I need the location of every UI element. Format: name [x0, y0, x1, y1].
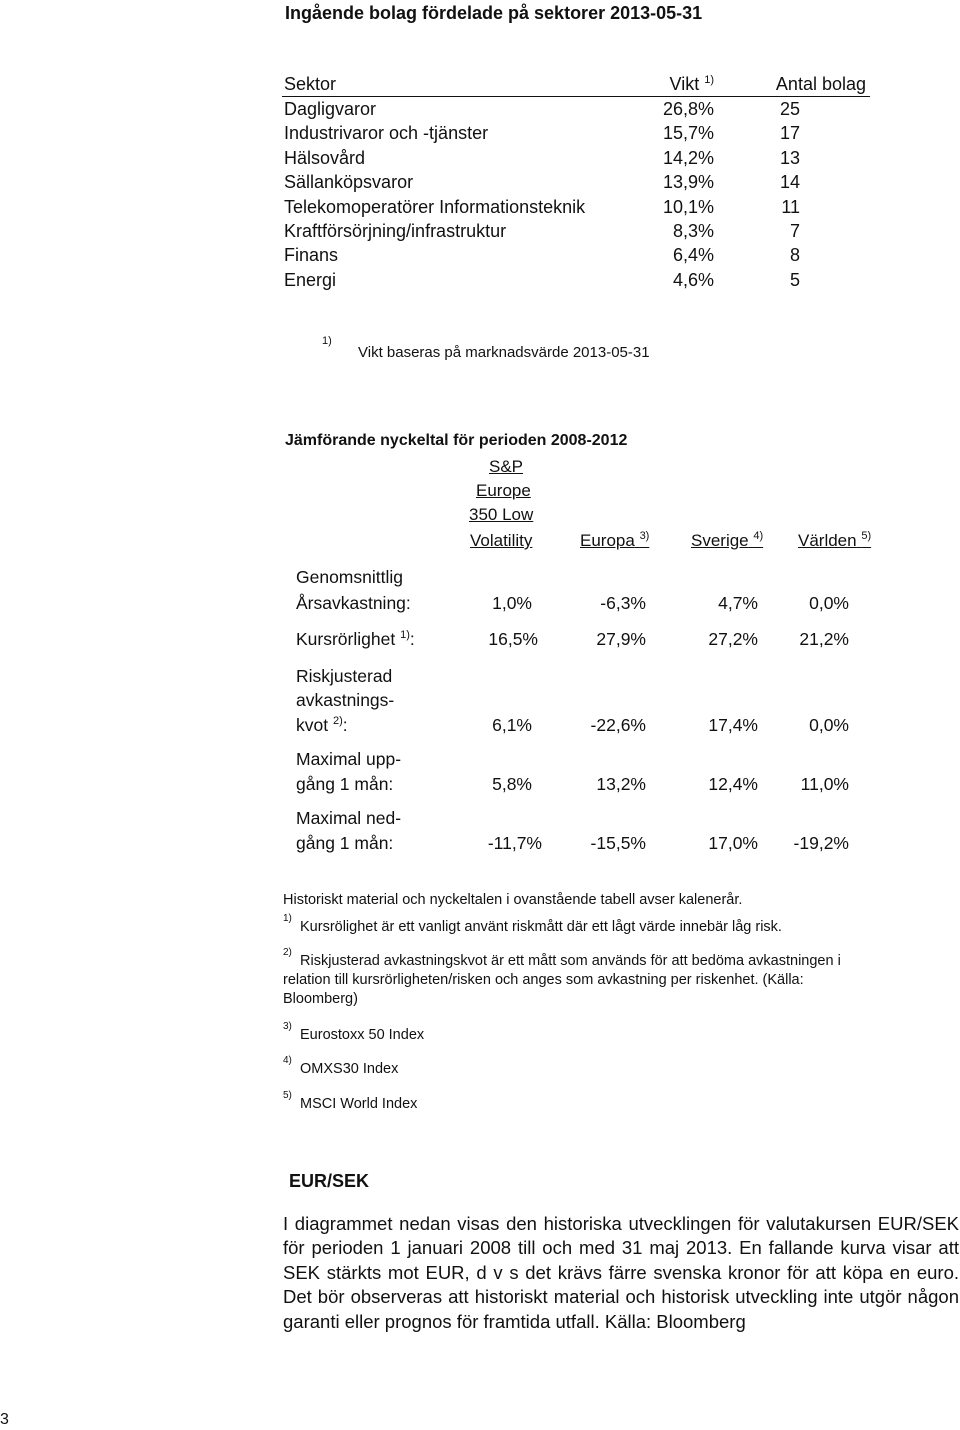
note4-mark: 4)	[283, 1055, 292, 1066]
note2-line2: relation till kursrörligheten/risken och anges som avkastning per riskenhet. (Källa:	[283, 972, 804, 988]
col-sverige: Sverige $^{4)}$	[691, 530, 764, 550]
col-sp-line1: S&P	[489, 457, 524, 476]
sector-name: Energi	[284, 269, 337, 290]
metric-return-line2: Årsavkastning:	[296, 593, 411, 613]
footnote-ref: 4)	[753, 530, 764, 542]
col-varlden: Världen $^{5)}$	[798, 530, 872, 550]
footnote-ref: 5)	[861, 530, 872, 542]
sector-name: Sällanköpsvaror	[284, 172, 414, 193]
metric-risk-line1: Riskjusterad	[296, 666, 393, 686]
value-vol-europa: 27,9%	[596, 629, 646, 649]
value-up-europa: 13,2%	[596, 774, 646, 794]
note1-mark: 1)	[283, 913, 292, 924]
sector-weight: 14,2%	[662, 147, 714, 168]
sector-weight: 10,1%	[662, 196, 714, 217]
sector-weight: 26,8%	[662, 99, 714, 119]
sector-count: 8	[789, 245, 800, 266]
table-row	[282, 268, 870, 292]
footnote-ref: 1)	[704, 74, 714, 86]
footnote-text: Vikt baseras på marknadsvärde 2013-05-31	[358, 344, 650, 361]
table-row	[282, 170, 870, 194]
value-vol-varlden: 21,2%	[799, 629, 849, 649]
page-number: 3	[0, 1411, 9, 1428]
footnote-ref: 1)	[400, 629, 410, 641]
sector-weight: 6,4%	[672, 245, 714, 266]
note5-text: MSCI World Index	[300, 1096, 418, 1112]
sector-weight: 8,3%	[672, 220, 714, 241]
value-return-varlden: 0,0%	[809, 593, 849, 613]
eursek-heading: EUR/SEK	[289, 1171, 370, 1191]
value-risk-europa: -22,6%	[590, 715, 646, 735]
table-row	[282, 195, 870, 219]
metric-maxdown-line1: Maximal ned-	[296, 808, 402, 828]
footnote-mark: 1)	[322, 335, 332, 347]
sector-section-title: Ingående bolag fördelade på sektorer 2013-05-31	[285, 3, 703, 23]
value-down-europa: -15,5%	[590, 833, 646, 853]
value-up-sp: 5,8%	[492, 774, 532, 794]
sector-count: 5	[789, 269, 800, 290]
value-return-sverige: 4,7%	[718, 593, 758, 613]
value-down-sp: -11,7%	[487, 833, 542, 853]
metric-return-line1: Genomsnittlig	[296, 567, 403, 587]
table-row	[282, 121, 870, 145]
note3-mark: 3)	[283, 1021, 292, 1032]
sector-count: 17	[779, 123, 800, 144]
col-europa: Europa $^{3)}$	[580, 530, 650, 550]
header-sector: Sektor	[284, 74, 337, 94]
metric-risk-line3: kvot $^{2)}$:	[296, 715, 348, 735]
metric-volatility: Kursrörlighet $^{1)}$:	[296, 629, 415, 649]
sector-weight: 15,7%	[662, 123, 714, 144]
col-sp-line4: Volatility	[470, 531, 533, 550]
value-vol-sp: 16,5%	[488, 629, 538, 649]
table-row	[282, 243, 870, 267]
table-row	[282, 146, 870, 170]
metric-risk-line2: avkastnings-	[296, 690, 395, 710]
sector-table-header	[282, 72, 870, 97]
sector-name: Kraftförsörjning/infrastruktur	[284, 220, 507, 241]
value-down-varlden: -19,2%	[793, 833, 849, 853]
note3-text: Eurostoxx 50 Index	[300, 1027, 425, 1043]
sector-name: Finans	[284, 245, 339, 266]
metric-maxdown-line2: gång 1 mån:	[296, 833, 394, 853]
note2-line1: Riskjusterad avkastningskvot är ett mått som används för att bedöma avkastningen i	[300, 953, 841, 969]
value-risk-varlden: 0,0%	[809, 715, 849, 735]
col-sp-line2: Europe	[476, 481, 531, 500]
sector-count: 25	[779, 99, 800, 119]
note2-mark: 2)	[283, 947, 292, 958]
notes-intro: Historiskt material och nyckeltalen i ovanstående tabell avser kalenerår.	[283, 892, 743, 908]
table-row	[282, 219, 870, 243]
sector-name: Hälsovård	[284, 147, 366, 168]
note2-line3: Bloomberg)	[283, 991, 358, 1007]
sector-name: Dagligvaror	[284, 99, 377, 119]
metric-maxup-line2: gång 1 mån:	[296, 774, 394, 794]
value-return-europa: -6,3%	[600, 593, 646, 613]
header-weight: Vikt $^{1)}$	[669, 74, 714, 94]
comparison-title: Jämförande nyckeltal för perioden 2008-2012	[285, 432, 628, 449]
sector-count: 13	[779, 147, 800, 168]
note5-mark: 5)	[283, 1090, 292, 1101]
header-count: Antal bolag	[775, 74, 866, 94]
sector-count: 14	[779, 172, 800, 193]
sector-name: Telekomoperatörer Informationsteknik	[284, 196, 586, 217]
footnote-ref: 2)	[332, 715, 343, 727]
footnote-ref: 3)	[639, 530, 650, 542]
note4-text: OMXS30 Index	[300, 1061, 399, 1077]
table-row	[282, 97, 870, 121]
sector-count: 11	[781, 196, 800, 217]
sector-count: 7	[789, 220, 800, 241]
col-sp-line3: 350 Low	[469, 505, 534, 524]
value-down-sverige: 17,0%	[708, 833, 758, 853]
metric-maxup-line1: Maximal upp-	[296, 749, 402, 769]
value-vol-sverige: 27,2%	[708, 629, 758, 649]
eursek-paragraph: I diagrammet nedan visas den historiska utvecklingen för valutakursen EUR/SEK för perioden 1 januari 2008 till och med 31 maj 2013. En fallande kurva visar att SEK stärkts mot EUR, d v s det krävs färre svenska kronor för att köpa en euro. Det bör observeras att historiskt material och historisk utveckling inte utgör någon garanti eller prognos för framtida utfall. Källa: Bloomberg	[283, 1213, 959, 1332]
sector-weight: 13,9%	[662, 172, 714, 193]
sector-name: Industrivaror och -tjänster	[284, 123, 489, 144]
value-up-sverige: 12,4%	[708, 774, 758, 794]
sector-weight: 4,6%	[672, 269, 714, 290]
note1-text: Kursrölighet är ett vanligt använt riskmått där ett lågt värde innebär låg risk.	[300, 919, 782, 935]
sector-table	[282, 72, 870, 292]
value-return-sp: 1,0%	[492, 593, 532, 613]
value-up-varlden: 11,0%	[800, 774, 849, 794]
value-risk-sp: 6,1%	[492, 715, 532, 735]
value-risk-sverige: 17,4%	[708, 715, 758, 735]
